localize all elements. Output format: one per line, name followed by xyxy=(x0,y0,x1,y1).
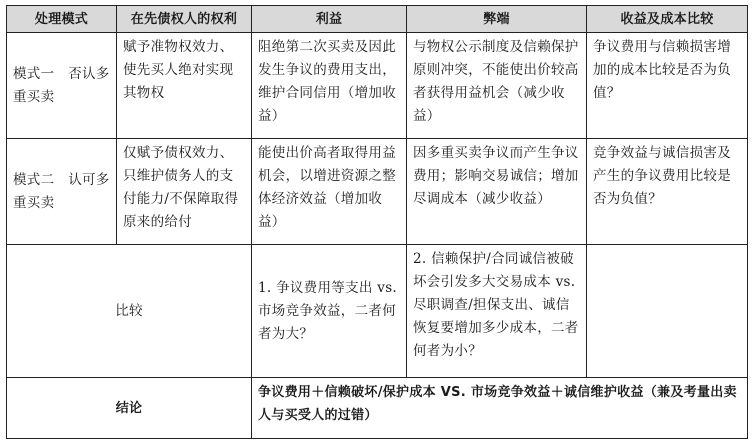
mode-two-comparison: 竞争效益与诚信损害及产生的争议费用比较是否为负值？ xyxy=(587,139,748,245)
mode-one-right: 赋予准物权效力、使先买人绝对实现其物权 xyxy=(117,33,252,139)
mode-one-cell: 模式一 否认多重买卖 xyxy=(7,33,117,139)
compare-row xyxy=(7,245,748,378)
table-row xyxy=(7,139,748,245)
mode-two-drawback: 因多重买卖争议而产生争议费用；影响交易诚信；增加尽调成本（减少收益） xyxy=(407,139,587,245)
header-row xyxy=(7,6,748,33)
compare-label: 比较 xyxy=(7,245,252,378)
compare-item-2: 2. 信赖保护/合同诚信被破坏会引发多大交易成本 vs. 尽职调查/担保支出、诚信恢复要增加多少成本，二者何者为小？ xyxy=(407,245,587,378)
table-row xyxy=(7,33,748,139)
header-mode: 处理模式 xyxy=(7,6,117,33)
conclusion-label: 结论 xyxy=(7,378,252,439)
compare-empty-cell xyxy=(587,245,748,378)
conclusion-row xyxy=(7,378,748,439)
comparison-table xyxy=(6,5,748,439)
mode-two-cell: 模式二 认可多重买卖 xyxy=(7,139,117,245)
conclusion-text: 争议费用＋信赖破坏/保护成本 VS. 市场竞争效益＋诚信维护收益（兼及考量出卖人与买受人的过错） xyxy=(252,378,748,439)
header-cost-benefit: 收益及成本比较 xyxy=(587,6,748,33)
mode-two-right: 仅赋予债权效力、只维护债务人的支付能力/不保障取得原来的给付 xyxy=(117,139,252,245)
header-creditor-right: 在先债权人的权利 xyxy=(117,6,252,33)
mode-one-comparison: 争议费用与信赖损害增加的成本比较是否为负值？ xyxy=(587,33,748,139)
header-drawback: 弊端 xyxy=(407,6,587,33)
mode-two-benefit: 能使出价高者取得用益机会，以增进资源之整体经济效益（增加收益） xyxy=(252,139,407,245)
mode-one-benefit: 阻绝第二次买卖及因此发生争议的费用支出，维护合同信用（增加收益） xyxy=(252,33,407,139)
mode-one-drawback: 与物权公示制度及信赖保护原则冲突，不能使出价较高者获得用益机会（减少收益） xyxy=(407,33,587,139)
compare-item-1: 1. 争议费用等支出 vs. 市场竞争效益，二者何者为大？ xyxy=(252,245,407,378)
header-benefit: 利益 xyxy=(252,6,407,33)
